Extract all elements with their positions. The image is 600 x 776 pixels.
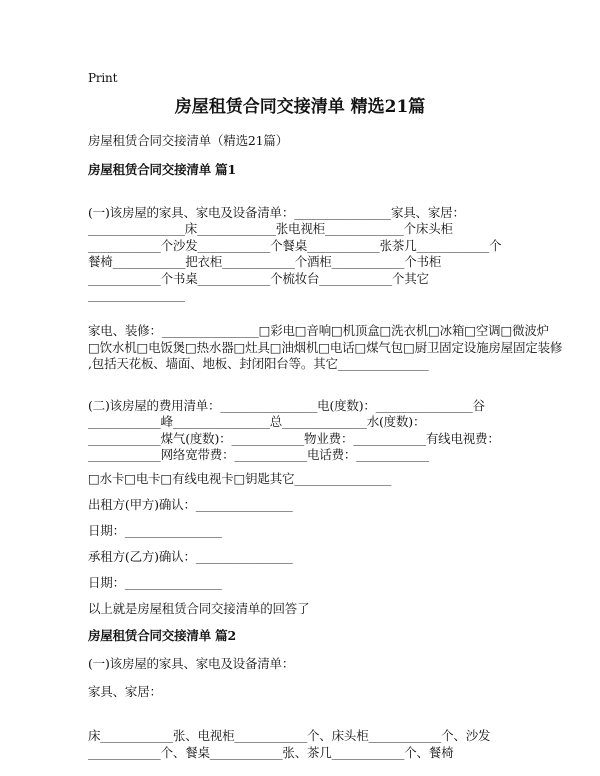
text-line: 餐椅____________把衣柜____________个酒柜____________个书柜 xyxy=(88,254,442,269)
text-line: ,包括天花板、墙面、地板、封闭阳台等。其它_______________ xyxy=(88,356,429,371)
text-line: ________________床_____________张电视柜_____________个床头柜 xyxy=(88,221,453,236)
text-line: (二)该房屋的费用清单：________________电(度数)：________________谷 xyxy=(88,397,485,413)
closing-text: 以上就是房屋租赁合同交接清单的回答了 xyxy=(88,600,310,616)
lessee-confirm: 承租方(乙方)确认：________________ xyxy=(88,548,293,564)
text-line: ____________个、餐桌____________张、茶几____________个、餐椅 xyxy=(88,744,454,760)
text-line: ____________个书桌____________个梳妆台____________个其它 xyxy=(88,270,429,286)
fee-list xyxy=(88,381,600,464)
cards-keys: □水卡□电卡□有线电视卡□钥匙其它________________ xyxy=(88,470,392,486)
furniture-list xyxy=(88,188,600,304)
page-title: 房屋租赁合同交接清单 精选21篇 xyxy=(174,97,426,117)
text-line: 床____________张、电视柜____________个、床头柜____________个、沙发 xyxy=(88,728,491,743)
subtitle: 房屋租赁合同交接清单（精选21篇） xyxy=(88,133,289,148)
date-1: 日期：________________ xyxy=(88,522,222,538)
print-link[interactable]: Print xyxy=(88,71,118,85)
section-heading-1: 房屋租赁合同交接清单 篇1 xyxy=(88,162,236,177)
document-body xyxy=(88,70,600,761)
text-line: ____________煤气(度数)：____________物业费：____________有线电视费： xyxy=(88,430,500,446)
date-2: 日期：________________ xyxy=(88,574,222,590)
s2-list-title: (一)该房屋的家具、家电及设备清单： xyxy=(88,655,295,671)
text-line: □饮水机□电饭煲□热水器□灶具□油烟机□电话□煤气包□厨卫固定设施房屋固定装修 xyxy=(88,339,563,355)
text-line: 家电、装修：________________□彩电□音响□机顶盒□洗衣机□冰箱□空调□微波炉 xyxy=(88,323,549,338)
s2-furniture-label: 家具、家居： xyxy=(88,683,162,699)
section-heading-2: 房屋租赁合同交接清单 篇2 xyxy=(88,627,236,643)
s2-furniture-list xyxy=(88,712,600,762)
text-line: ________________ xyxy=(88,287,185,302)
text-line: (一)该房屋的家具、家电及设备清单：________________家具、家居： xyxy=(88,204,465,220)
lessor-confirm: 出租方(甲方)确认：________________ xyxy=(88,496,293,512)
appliance-list xyxy=(88,307,600,373)
text-line: ____________网络宽带费：____________电话费：____________ xyxy=(88,447,429,462)
text-line: ____________个沙发____________个餐桌____________张茶几____________个 xyxy=(88,237,502,253)
text-line: ____________峰________________总______________水(度数)： xyxy=(88,414,426,429)
